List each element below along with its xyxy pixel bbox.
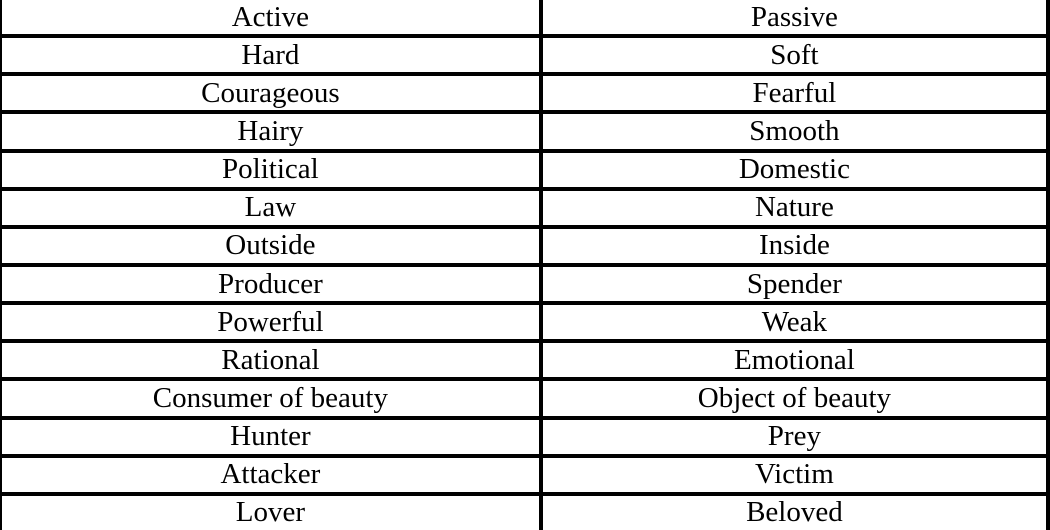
table-row [2,305,1046,343]
table-cell-right: Prey [767,420,821,453]
table-row [2,267,1046,305]
table-cell-right: Beloved [746,496,843,529]
table-cell-right: Inside [758,229,830,262]
table-cell-right: Object of beauty [697,381,892,414]
table-cell-left: Law [2,191,543,225]
table-cell-right: Soft [770,38,819,71]
table-cell-left: Courageous [2,76,543,110]
table-cell-left: Hairy [2,114,543,148]
table-cell-right: Domestic [738,153,850,186]
table-cell-right: Weak [761,305,828,338]
table-row [2,38,1046,76]
table-cell-right: Smooth [749,114,840,147]
table-cell-right: Nature [754,191,834,224]
table-cell-right: Victim [754,458,834,491]
table-cell-right: Passive [750,0,838,33]
table-row [2,229,1046,267]
table-cell-left: Lover [2,496,543,530]
table-row [2,153,1046,191]
table-row [2,381,1046,419]
table-cell-left: Active [2,0,543,34]
table-row [2,458,1046,496]
table-row [2,343,1046,381]
table-cell-left: Political [2,153,543,187]
table-cell-left: Hunter [2,420,543,454]
table-row [2,191,1046,229]
table-cell-right: Spender [746,267,842,300]
table-row [2,114,1046,152]
table-cell-left: Rational [2,343,543,377]
table-cell-left: Powerful [2,305,543,339]
table-row [2,76,1046,114]
table-cell-left: Attacker [2,458,543,492]
table-cell-left: Producer [2,267,543,301]
table-row [2,0,1046,38]
table-cell-right: Fearful [752,76,837,109]
table-cell-left: Hard [2,38,543,72]
table-cell-right: Emotional [733,343,855,376]
table-cell-left: Consumer of beauty [2,381,543,415]
table-cell-left: Outside [2,229,543,263]
table-row [2,420,1046,458]
table-row [2,496,1046,530]
